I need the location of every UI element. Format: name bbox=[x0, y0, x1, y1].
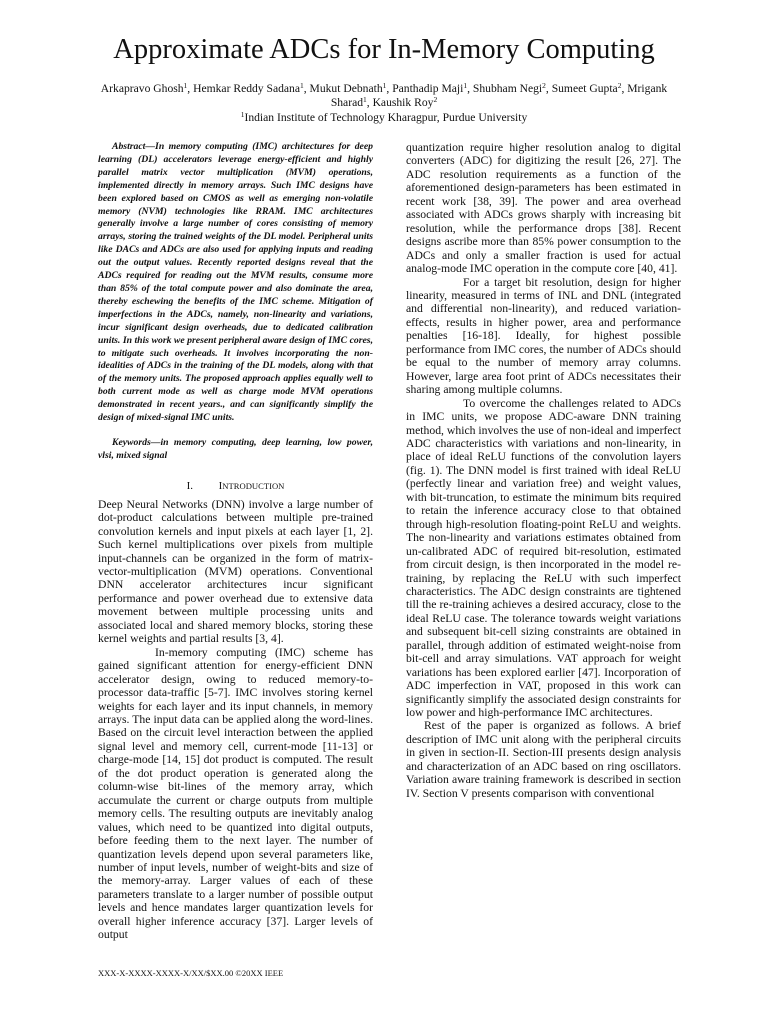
body-paragraph: In-memory computing (IMC) scheme has gained significant attention for energy-efficient DNN accelerator design, owing to reduced memory-to-processor data-traffic [5-7]. IMC involves storing kernel weights for each layer and its input channels, in memory arrays. The input data can be applied along the word-lines. Based on the circuit level interaction between the applied signal level and memory cell, current-mode [11-13] or charge-mode [14, 15] dot product is computed. The result of the dot product operation is generated along the column-wise bit-lines of the memory array, which accumulate the current or charge outputs from multiple memory cells. The resulting outputs are inevitably analog values, which need to be quantized into digital outputs, before feeding them to the next layer. The number of quantization levels depend upon several parameters like, number of input levels, number of weight-bits and size of the memory-array. Larger values of each of these parameters translate to a larger number of possible output levels and hence mandates larger quantization levels for overall higher inference accuracy [37]. Larger levels of output bbox=[98, 645, 373, 942]
author: Mukut Debnath$^1$, bbox=[309, 81, 393, 95]
body-paragraph: quantization require higher resolution analog to digital converters (ADC) for digitizing the result [26, 27]. The ADC resolution requirements as a function of the aforementioned design-parameters has been estimated in recent work [38, 39]. The power and area overhead associated with ADCs grows sharply with increasing bit resolution, while the performance drops [38]. Recent designs ascribe more than 85% power consumption to the ADCs and only a smaller fraction is used for actual analog-mode IMC operation in the compute core [40, 41]. bbox=[406, 141, 681, 276]
author: Sumeet Gupta$^2$, bbox=[551, 81, 628, 95]
author: Panthadip Maji$^1$, bbox=[392, 81, 473, 95]
author: Shubham Negi$^2$, bbox=[472, 81, 552, 95]
paper-title: Approximate ADCs for In-Memory Computing bbox=[113, 34, 655, 65]
section-number: I. bbox=[186, 479, 194, 492]
body-paragraph: Rest of the paper is organized as follows. A brief description of IMC unit along with the peripheral circuits in given in section-II. Section-III presents design analysis and characterization of an ADC based on ring oscillators. Variation aware training framework is described in section IV. Section V presents comparison with conventional bbox=[406, 719, 681, 800]
author: Hemkar Reddy Sadana$^1$, bbox=[193, 81, 310, 95]
left-column bbox=[98, 141, 373, 942]
section-heading-introduction bbox=[98, 479, 373, 493]
author: Arkapravo Ghosh$^1$, bbox=[100, 81, 194, 95]
author-list bbox=[80, 82, 688, 110]
section-title-rest: NTRODUCTION bbox=[222, 480, 285, 491]
author: Mrigank Sharad$^1$, bbox=[330, 82, 668, 109]
body-paragraph: For a target bit resolution, design for higher linearity, measured in terms of INL and DNL (integrated and differential non-linearity), and reduced variation-effects, results in higher power, area and performance penalties [16-18]. Ideally, for highest possible performance from IMC cores, the number of ADCs should be equal to the number of memory array columns. However, large area foot print of ADCs necessitates their sharing among multiple columns. bbox=[406, 275, 681, 397]
copyright-footer: XXX-X-XXXX-XXXX-X/XX/$XX.00 ©20XX IEEE bbox=[98, 968, 284, 978]
keywords: Keywords—in memory computing, deep learning, low power, vlsi, mixed signal bbox=[98, 436, 373, 461]
abstract: Abstract—In memory computing (IMC) architectures for deep learning (DL) accelerators leverage energy-efficient and highly parallel matrix vector multiplication (MVM) operations, implemented directly in memory arrays. Such IMC designs have been explored based on CMOS as well as emerging non-volatile memory (NVM) technologies like RRAM. IMC architectures generally involve a large number of cores consisting of memory arrays, storing the trained weights of the DL model. Peripheral units like DACs and ADCs are also used for applying inputs and reading out the output values. Recently reported designs reveal that the ADCs required for reading out the MVM results, consume more than 85% of the total compute power and also dominate the area, thereby eschewing the benefits of the IMC scheme. Mitigation of imperfections in the ADCs, namely, non-linearity and variations, incur significant design overheads, due to dedicated calibration units. In this work we present peripheral aware design of IMC cores, to mitigate such overheads. It involves incorporating the non-idealities of ADCs in the training of the DL models, along with that of the memory units. The proposed approach applies equally well to both current mode as well as charge mode MVM operations demonstrated in recent years., and can significantly simplify the design of mixed-signal IMC units. bbox=[98, 141, 373, 424]
body-paragraph: To overcome the challenges related to ADCs in IMC units, we propose ADC-aware DNN training method, which involves the use of non-ideal and imperfect ADC characteristics with variations and non-linearity, in place of ideal ReLU functions of the convolution layers (fig. 1). The DNN model is first trained with ideal ReLU (perfectly linear and variation free) and weight values, with bit-truncation, to estimate the minimum bits required to retain the inference accuracy close to that obtained through high-resolution floating-point ReLU and weights. The non-linearity and variations estimates obtained from un-calibrated ADC of required bit-resolution, estimated from circuit design, is then incorporated in the model re-training, by replacing the ReLU with such imperfect characteristics. The ADC design constraints are tightened till the re-training achieves a desired accuracy, close to the ideal ReLU case. The tolerance towards weight variations and subsequent bit-cell sizing constraints are obtained in parallel, through addition of estimated weight-noise from bit-cell and array simulations. VAT approach for weight variations has been explored earlier [47]. Incorporation of ADC imperfection in VAT, proposed in this work can significantly simplify the associated design constraints for low power and high-performance IMC architectures. bbox=[406, 396, 681, 720]
body-paragraph: Deep Neural Networks (DNN) involve a large number of dot-product calculations between multiple pre-trained convolution kernels and input pixels at each layer [1, 2]. Such kernel multiplications over pixels from multiple input-channels can be organized in the form of matrix-vector-multiplication (MVM) operations. Conventional DNN accelerator architectures incur significant performance and power overhead due to extensive data movement between multiple processing units and associated local and shared memory blocks, storing these kernel weights and partial results [3, 4]. bbox=[98, 497, 373, 646]
author: Kaushik Roy$^2$ bbox=[372, 95, 438, 109]
affiliation: $^1$Indian Institute of Technology Kharagpur, Purdue University bbox=[240, 110, 528, 124]
right-column bbox=[406, 141, 681, 800]
section-title-initial: I bbox=[218, 479, 223, 492]
